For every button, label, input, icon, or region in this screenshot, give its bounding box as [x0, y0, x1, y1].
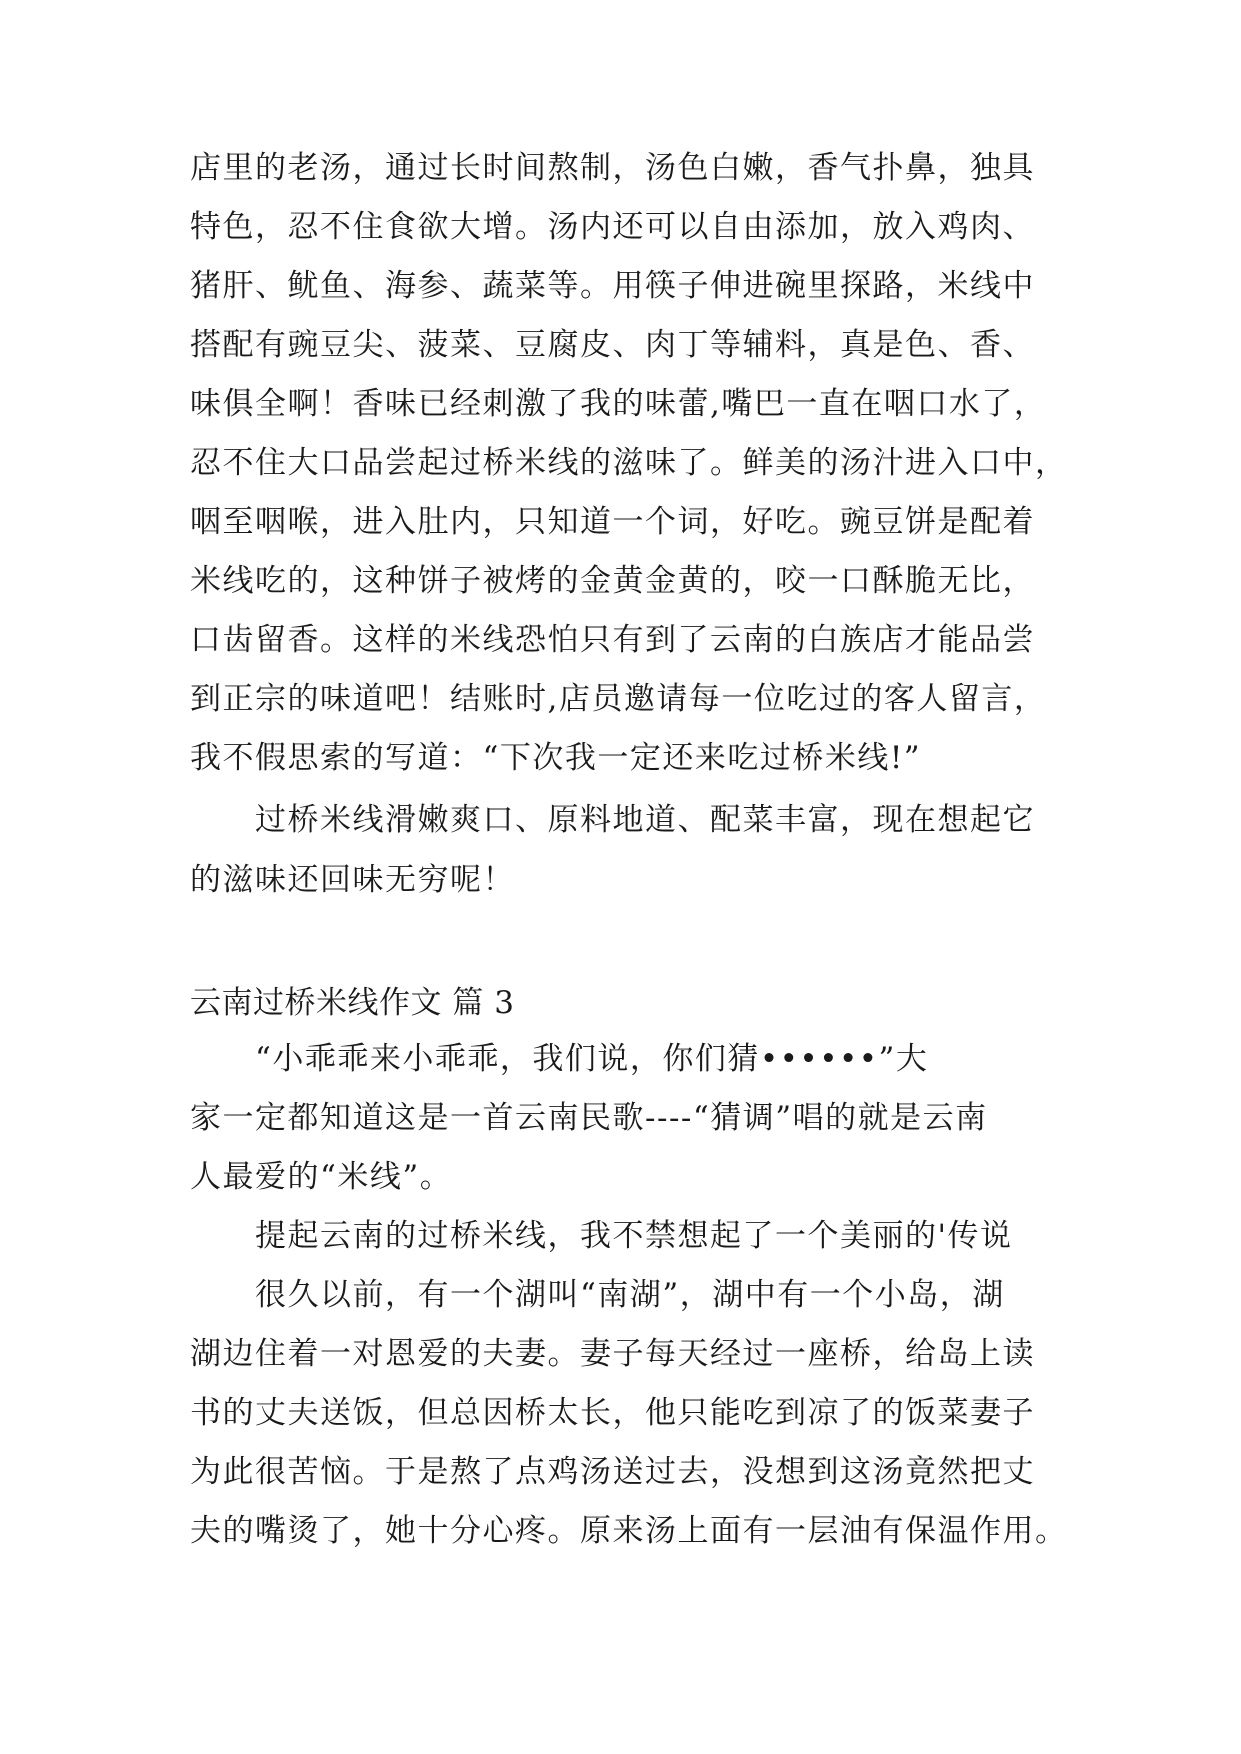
paragraph-line: 忍不住大口品尝起过桥米线的滋味了。鲜美的汤汁进入口中，	[190, 445, 1068, 481]
paragraph-line: 特色，忍不住食欲大增。汤内还可以自由添加，放入鸡肉、	[190, 209, 1035, 245]
paragraph-line: 为此很苦恼。于是熬了点鸡汤送过去，没想到这汤竟然把丈	[190, 1454, 1035, 1490]
paragraph-line: 很久以前，有一个湖叫“南湖”，湖中有一个小岛，湖	[190, 1277, 1005, 1313]
paragraph-line: 店里的老汤，通过长时间熬制，汤色白嫩，香气扑鼻，独具	[190, 150, 1035, 186]
paragraph-line: 猪肝、鱿鱼、海参、蔬菜等。用筷子伸进碗里探路，米线中	[190, 268, 1035, 304]
paragraph-line: 过桥米线滑嫩爽口、原料地道、配菜丰富，现在想起它	[190, 802, 1035, 838]
paragraph-line: 的滋味还回味无穷呢！	[190, 862, 515, 898]
paragraph-line: 搭配有豌豆尖、菠菜、豆腐皮、肉丁等辅料，真是色、香、	[190, 327, 1035, 363]
paragraph-line: 米线吃的，这种饼子被烤的金黄金黄的，咬一口酥脆无比，	[190, 563, 1035, 599]
paragraph-line: 口齿留香。这样的米线恐怕只有到了云南的白族店才能品尝	[190, 622, 1035, 658]
section-heading: 云南过桥米线作文 篇 3	[190, 985, 515, 1021]
paragraph-line: 人最爱的“米线”。	[190, 1159, 453, 1195]
paragraph-line: 书的丈夫送饭，但总因桥太长，他只能吃到凉了的饭菜妻子	[190, 1395, 1035, 1431]
paragraph-line: 夫的嘴烫了，她十分心疼。原来汤上面有一层油有保温作用。	[190, 1513, 1068, 1549]
paragraph-line: 咽至咽喉，进入肚内，只知道一个词，好吃。豌豆饼是配着	[190, 504, 1035, 540]
paragraph-line: 到正宗的味道吧！结账时,店员邀请每一位吃过的客人留言，	[190, 681, 1047, 717]
paragraph-line: 湖边住着一对恩爱的夫妻。妻子每天经过一座桥，给岛上读	[190, 1336, 1035, 1372]
paragraph-line: 家一定都知道这是一首云南民歌----“猜调”唱的就是云南	[190, 1100, 988, 1136]
paragraph-line: “小乖乖来小乖乖，我们说，你们猜••••••”大	[190, 1041, 929, 1077]
paragraph-line: 味俱全啊！香味已经刺激了我的味蕾,嘴巴一直在咽口水了，	[190, 386, 1047, 422]
paragraph-line: 提起云南的过桥米线，我不禁想起了一个美丽的'传说	[190, 1218, 1013, 1254]
paragraph-line: 我不假思索的写道：“下次我一定还来吃过桥米线!”	[190, 740, 922, 776]
